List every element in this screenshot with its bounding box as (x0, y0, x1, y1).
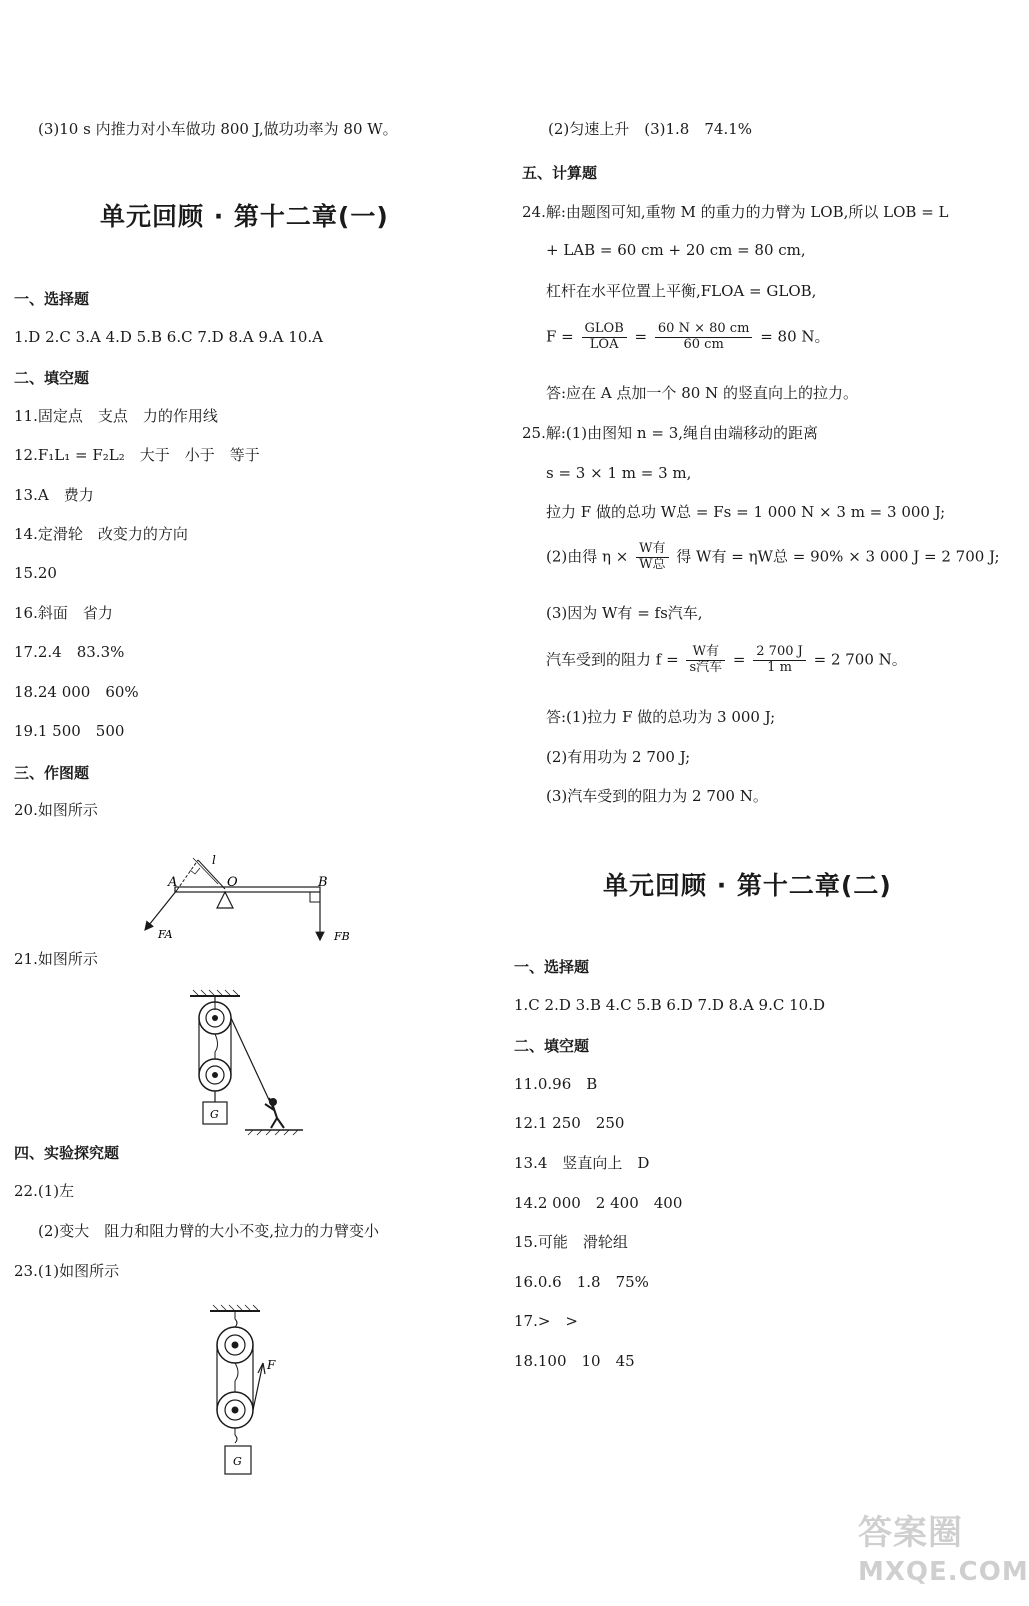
fill-answer: 17.2.4 83.3% (14, 643, 125, 661)
q25-formula-1-pre: (2)由得 η × (546, 547, 629, 566)
choice-answers-2: 1.C 2.D 3.B 4.C 5.B 6.D 7.D 8.A 9.C 10.D (514, 996, 825, 1014)
q25-formula-2-post: = 2 700 N。 (813, 650, 907, 669)
fill-answer: 11.固定点 支点 力的作用线 (14, 407, 218, 425)
prev-answer-line-right: (2)匀速上升 (3)1.8 74.1% (548, 120, 753, 138)
q24-line: 杠杆在水平位置上平衡,FLOA = GLOB, (546, 282, 817, 300)
lever-label-fa: FA (158, 928, 173, 941)
fill-answer-2: 16.0.6 1.8 75% (514, 1273, 649, 1291)
q25-answer: (3)汽车受到的阻力为 2 700 N。 (546, 787, 768, 805)
q25-formula-2-pre: 汽车受到的阻力 f = (546, 650, 679, 669)
pulley-diagram-21 (185, 990, 315, 1135)
q24-formula-eq: = (634, 327, 648, 346)
pulley23-label-g: G (233, 1455, 242, 1468)
numerator: W有 (686, 645, 725, 661)
fill-answer: 19.1 500 500 (14, 722, 125, 740)
q24-fraction-2 (655, 322, 753, 353)
q24-answer: 答:应在 A 点加一个 80 N 的竖直向上的拉力。 (546, 384, 858, 402)
numerator: GLOB (582, 322, 627, 338)
pulley23-label-f: F (267, 1358, 276, 1372)
q25-line: (3)因为 W有 = fs汽车, (546, 604, 703, 622)
q25-line: s = 3 × 1 m = 3 m, (546, 464, 692, 482)
denominator: 60 cm (683, 336, 724, 352)
q25-fraction-f1 (686, 645, 725, 676)
watermark-text: 答案圈 (858, 1513, 963, 1553)
q25-formula-1-post: 得 W有 = ηW总 = 90% × 3 000 J = 2 700 J; (676, 547, 1000, 566)
q25-answer: 答:(1)拉力 F 做的总功为 3 000 J; (546, 708, 776, 726)
section-fill-heading: 二、填空题 (14, 369, 90, 387)
lever-label-fb: FB (334, 930, 350, 943)
fill-answer-2: 11.0.96 B (514, 1075, 598, 1093)
denominator: W总 (639, 556, 666, 572)
q25-fraction-eta (636, 542, 668, 573)
numerator: 2 700 J (753, 645, 806, 661)
fill-answer-2: 13.4 竖直向上 D (514, 1154, 650, 1172)
lever-label-l: l (212, 853, 216, 867)
fill-answer-2: 18.100 10 45 (514, 1352, 635, 1370)
q25-formula-2-eq: = (732, 650, 746, 669)
q25-formula-1 (546, 542, 1000, 573)
fill-answer-2: 14.2 000 2 400 400 (514, 1194, 683, 1212)
choice-answers: 1.D 2.C 3.A 4.D 5.B 6.C 7.D 8.A 9.A 10.A (14, 328, 323, 346)
fill-answer: 15.20 (14, 564, 57, 582)
fill-answer: 18.24 000 60% (14, 683, 139, 701)
section-experiment-heading: 四、实验探究题 (14, 1144, 120, 1162)
q24-formula (546, 322, 830, 353)
lever-diagram (130, 840, 350, 950)
pulley-diagram-23 (205, 1305, 285, 1480)
fill-answer-2: 15.可能 滑轮组 (514, 1233, 628, 1251)
section-choice-heading-2: 一、选择题 (514, 958, 590, 976)
q22-part2: (2)变大 阻力和阻力臂的大小不变,拉力的力臂变小 (38, 1222, 380, 1240)
q20-label: 20.如图所示 (14, 801, 98, 819)
denominator: 1 m (767, 659, 792, 675)
section-choice-heading: 一、选择题 (14, 290, 90, 308)
q23-label: 23.(1)如图所示 (14, 1262, 120, 1280)
denominator: LOA (589, 336, 619, 352)
lever-label-o: O (227, 875, 238, 890)
q25-fraction-f2 (753, 645, 806, 676)
q25-formula-2 (546, 645, 907, 676)
q24-formula-post: = 80 N。 (760, 327, 830, 346)
numerator: W有 (636, 542, 668, 558)
q24-line: + LAB = 60 cm + 20 cm = 80 cm, (546, 241, 806, 259)
lever-label-b: B (318, 875, 328, 890)
q22-part1: 22.(1)左 (14, 1182, 75, 1200)
fill-answer: 16.斜面 省力 (14, 604, 113, 622)
q25-line: 25.解:(1)由图知 n = 3,绳自由端移动的距离 (522, 424, 819, 442)
section-fill-heading-2: 二、填空题 (514, 1037, 590, 1055)
fill-answer: 13.A 费力 (14, 486, 94, 504)
fill-answer-2: 17.> > (514, 1312, 578, 1330)
q25-line: 拉力 F 做的总功 W总 = Fs = 1 000 N × 3 m = 3 000 J; (546, 503, 946, 521)
fill-answer: 14.定滑轮 改变力的方向 (14, 525, 188, 543)
denominator: s汽车 (689, 659, 723, 675)
pulley21-label-g: G (210, 1108, 219, 1121)
q24-formula-pre: F = (546, 327, 574, 346)
watermark-url: MXQE.COM (858, 1557, 1029, 1587)
q24-line: 24.解:由题图可知,重物 M 的重力的力臂为 LOB,所以 LOB = L (522, 203, 949, 221)
chapter-title-1: 单元回顾 · 第十二章(一) (100, 202, 389, 231)
section-calc-heading: 五、计算题 (522, 164, 598, 182)
section-drawing-heading: 三、作图题 (14, 764, 90, 782)
q21-label: 21.如图所示 (14, 950, 98, 968)
prev-answer-line: (3)10 s 内推力对小车做功 800 J,做功功率为 80 W。 (38, 120, 398, 138)
q25-answer: (2)有用功为 2 700 J; (546, 748, 691, 766)
lever-label-a: A (168, 875, 178, 890)
q24-fraction-1 (582, 322, 627, 353)
fill-answer: 12.F₁L₁ = F₂L₂ 大于 小于 等于 (14, 446, 260, 464)
numerator: 60 N × 80 cm (655, 322, 753, 338)
watermark-logo (858, 1505, 1029, 1597)
chapter-title-2: 单元回顾 · 第十二章(二) (603, 871, 892, 900)
fill-answer-2: 12.1 250 250 (514, 1114, 625, 1132)
